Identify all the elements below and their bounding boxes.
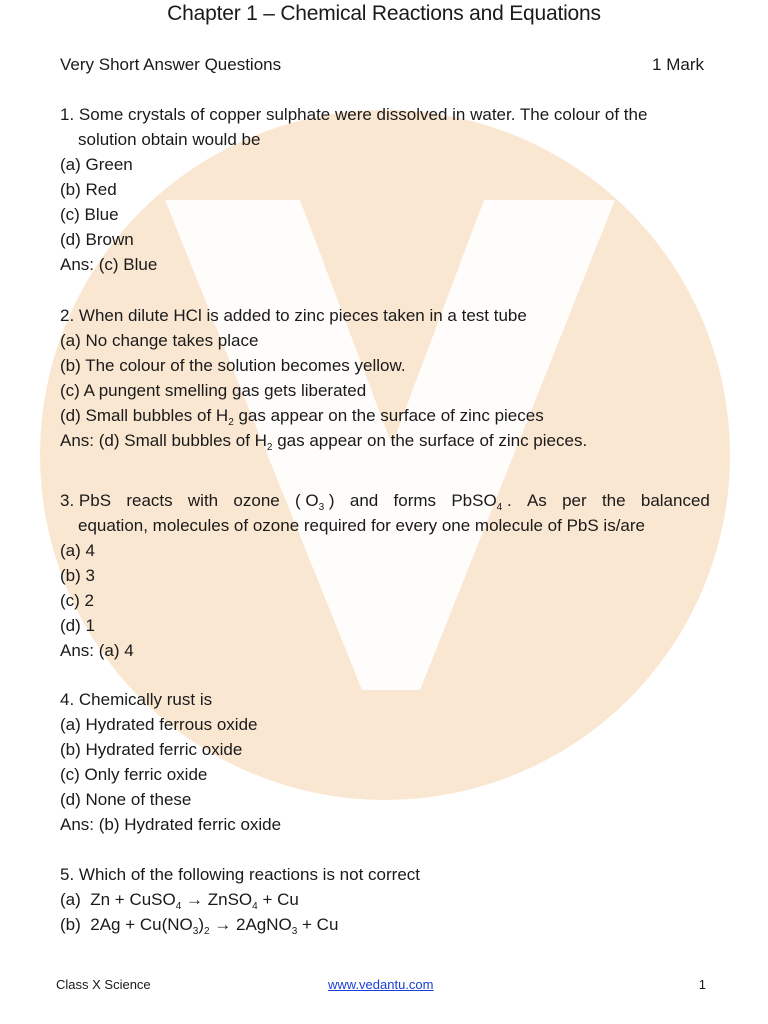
- option: (c) Only ferric oxide: [60, 765, 208, 784]
- answer: Ans: (b) Hydrated ferric oxide: [60, 815, 282, 834]
- option: (d) Brown: [60, 230, 134, 249]
- question-text: 2. When dilute HCl is added to zinc pieces taken in a test tube: [60, 306, 527, 325]
- question-text: 1. Some crystals of copper sulphate were dissolved in water. The colour of the: [60, 105, 648, 124]
- option: (a) 4: [60, 541, 95, 560]
- option: (d) None of these: [60, 790, 192, 809]
- option: (c) A pungent smelling gas gets liberated: [60, 381, 367, 400]
- page-title: Chapter 1 – Chemical Reactions and Equations: [167, 2, 601, 25]
- option: (b) $2Ag + Cu(NO_3)_2$ → 2AgNO$_3$ + Cu: [60, 915, 339, 937]
- footer-subject: Class X Science: [56, 977, 151, 992]
- option: (a) Zn + CuSO$_4$ → ZnSO$_4$ + Cu: [60, 890, 299, 912]
- question-text: 3. PbS reacts with ozone ( $O_3$ ) and forms PbSO$_4$ . As per the balanced: [60, 491, 710, 513]
- question-4: [60, 687, 710, 837]
- option: (b) Hydrated ferric oxide: [60, 740, 243, 759]
- option: (c) 2: [60, 591, 94, 610]
- section-title: Very Short Answer Questions: [60, 55, 282, 74]
- option: (a) No change takes place: [60, 331, 259, 350]
- question-text: 5. Which of the following reactions is not correct: [60, 865, 420, 884]
- option: (d) 1: [60, 616, 95, 635]
- footer-website-link[interactable]: www.vedantu.com: [328, 977, 434, 992]
- section-header: [60, 55, 704, 75]
- option: (b) Red: [60, 180, 117, 199]
- marks-label: 1 Mark: [652, 55, 704, 74]
- option: (b) 3: [60, 566, 95, 585]
- option: (a) Hydrated ferrous oxide: [60, 715, 258, 734]
- page-footer: [56, 977, 706, 997]
- question-text: 4. Chemically rust is: [60, 690, 213, 709]
- option: (c) Blue: [60, 205, 119, 224]
- answer: Ans: (a) 4: [60, 641, 134, 660]
- option: (d) Small bubbles of $H_2$ gas appear on the surface of zinc pieces: [60, 406, 544, 428]
- question-text: solution obtain would be: [78, 130, 261, 149]
- option: (b) The colour of the solution becomes yellow.: [60, 356, 406, 375]
- option: (a) Green: [60, 155, 133, 174]
- question-2: [60, 303, 710, 453]
- page-number: 1: [698, 977, 706, 992]
- question-3: [60, 488, 710, 663]
- question-text: equation, molecules of ozone required for every one molecule of PbS is/are: [78, 516, 645, 535]
- question-1: [60, 102, 710, 277]
- answer: Ans: (d) Small bubbles of $H_2$ gas appear on the surface of zinc pieces.: [60, 431, 588, 453]
- answer: Ans: (c) Blue: [60, 255, 158, 274]
- question-5: [60, 862, 710, 937]
